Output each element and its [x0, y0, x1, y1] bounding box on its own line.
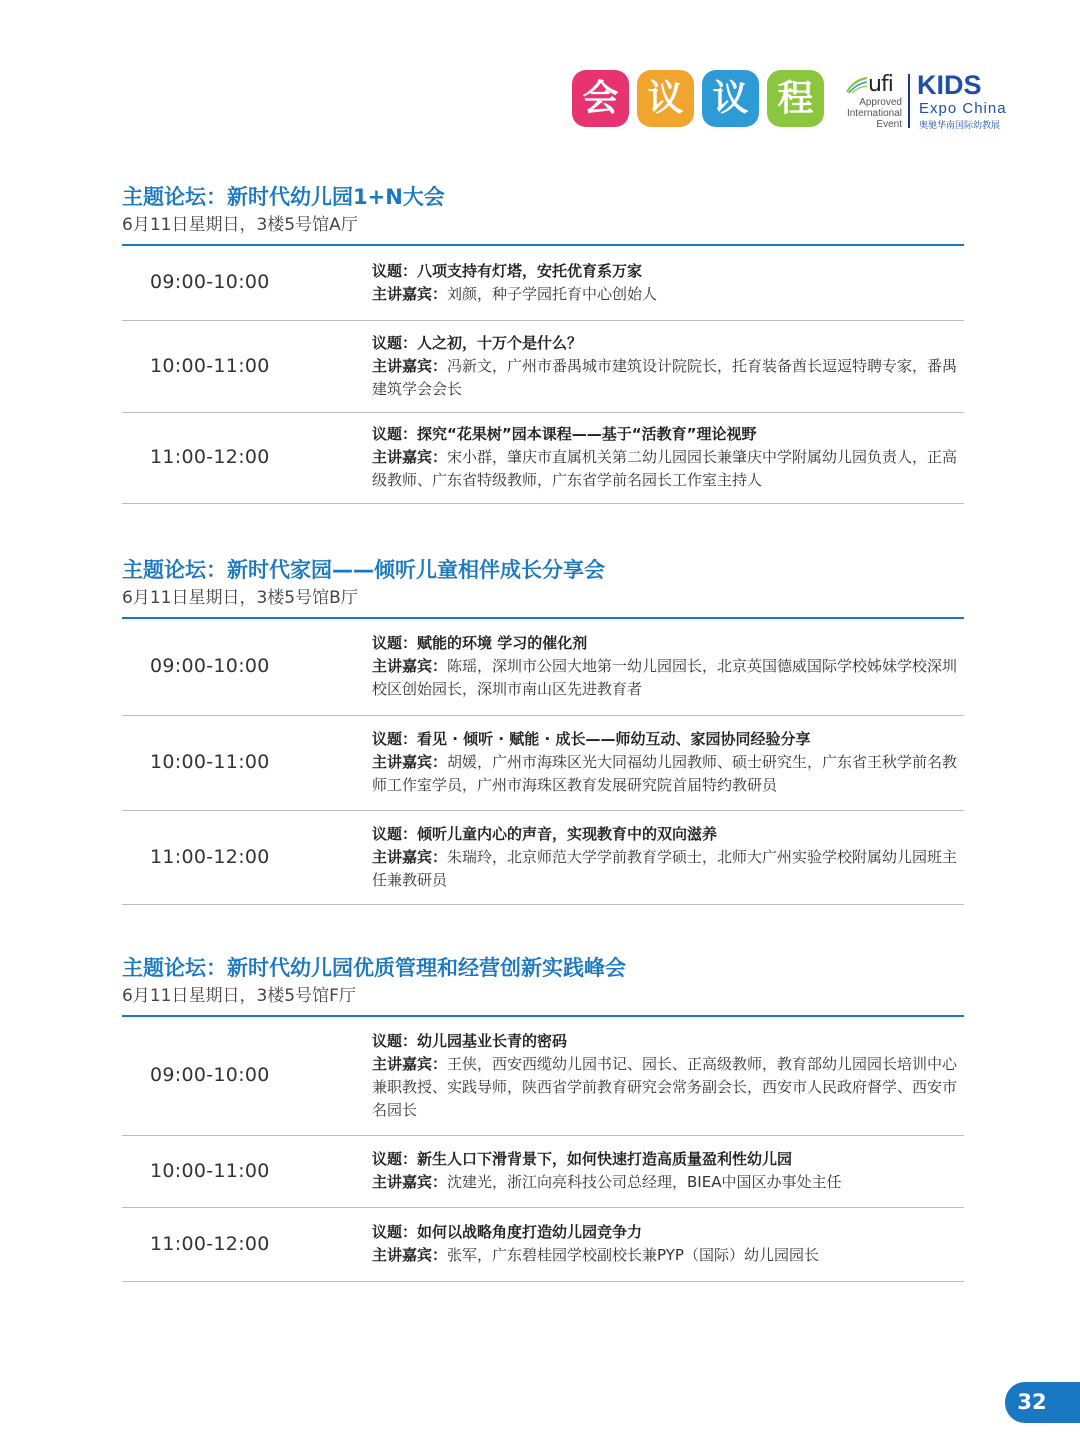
topic-label: 议题：: [372, 333, 418, 352]
speaker-label: 主讲嘉宾：: [372, 1246, 448, 1264]
forum-datetime-venue: 6月11日星期日，3楼5号馆B厅: [122, 588, 358, 608]
session-row: [122, 1208, 964, 1282]
topic-text: 人之初，十万个是什么？: [417, 333, 583, 352]
ufi-swoosh-icon: [846, 76, 868, 94]
session-topic: [372, 727, 962, 751]
session-details: [372, 1147, 964, 1194]
speaker-label: 主讲嘉宾：: [372, 356, 448, 375]
speaker-text: 沈建光，浙江向亮科技公司总经理，BIEA中国区办事处主任: [447, 1173, 842, 1191]
session-time: 10:00-11:00: [150, 354, 270, 377]
speaker-text: 冯新文，广州市番禺城市建筑设计院院长，托育装备酋长逗逗特聘专家，番禺建筑学会会长: [372, 356, 958, 398]
speaker-text: 张军，广东碧桂园学校副校长兼PYP（国际）幼儿园园长: [447, 1246, 819, 1264]
topic-text: 八项支持有灯塔，安托优育系万家: [417, 261, 643, 280]
forum-title: 主题论坛：新时代幼儿园1+N大会: [122, 185, 445, 209]
ufi-international: International: [846, 108, 902, 119]
speaker-label: 主讲嘉宾：: [372, 284, 448, 303]
session-row: [122, 716, 964, 811]
speaker-text: 王侠，西安西缆幼儿园书记、园长、正高级教师，教育部幼儿园园长培训中心兼职教授、实践导师，陕西省学前教育研究会常务副会长，西安市人民政府督学、西安市名园长: [372, 1054, 958, 1119]
session-row: [122, 413, 964, 504]
speaker-label: 主讲嘉宾：: [372, 448, 448, 466]
session-speaker: [372, 1244, 962, 1267]
speaker-text: 陈瑶，深圳市公园大地第一幼儿园园长，北京英国德威国际学校姊妹学校深圳校区创始园长，深圳市南山区先进教育者: [372, 657, 958, 698]
kids-wordmark: KIDS: [917, 70, 982, 100]
session-row: [122, 321, 964, 413]
session-time: 11:00-12:00: [150, 845, 270, 868]
session-speaker: [372, 751, 962, 797]
forum-title: 主题论坛：新时代家园——倾听儿童相伴成长分享会: [122, 558, 605, 582]
session-speaker: [372, 1171, 962, 1194]
topic-text: 如何以战略角度打造幼儿园竞争力: [417, 1223, 643, 1241]
speaker-text: 胡媛，广州市海珠区光大同福幼儿园教师、硕士研究生，广东省王秋学前名教师工作室学员，广州市海珠区教育发展研究院首届特约教研员: [372, 753, 958, 794]
kids-expo-chinese: 奥驰华南国际幼教展: [919, 121, 1001, 131]
session-topic: [372, 259, 962, 283]
session-row: [122, 1136, 964, 1208]
session-topic: [372, 1029, 962, 1053]
topic-label: 议题：: [372, 1150, 418, 1168]
topic-text: 赋能的环境 学习的催化剂: [417, 634, 588, 652]
topic-label: 议题：: [372, 425, 418, 443]
forum-section: [122, 182, 964, 504]
session-details: [372, 1029, 964, 1122]
topic-text: 看见 · 倾听 · 赋能 · 成长——师幼互动、家园协同经验分享: [417, 730, 811, 748]
session-speaker: [372, 446, 962, 492]
ufi-approved: Approved: [859, 97, 902, 108]
session-row: [122, 246, 964, 321]
agenda-title: [572, 70, 824, 127]
speaker-text: 刘颜，种子学园托育中心创始人: [447, 284, 658, 303]
session-speaker: [372, 655, 962, 701]
session-details: [372, 259, 964, 306]
session-time: 09:00-10:00: [150, 655, 270, 677]
session-speaker: [372, 283, 962, 306]
speaker-label: 主讲嘉宾：: [372, 1054, 448, 1073]
session-time: 09:00-10:00: [150, 271, 270, 293]
speaker-text: 朱瑞玲，北京师范大学学前教育学硕士，北师大广州实验学校附属幼儿园班主任兼教研员: [372, 847, 958, 889]
session-topic: [372, 1147, 962, 1171]
title-tile: 会: [572, 70, 629, 127]
session-details: [372, 331, 964, 401]
session-topic: [372, 822, 962, 846]
forum-datetime-venue: 6月11日星期日，3楼5号馆F厅: [122, 986, 356, 1006]
speaker-label: 主讲嘉宾：: [372, 1173, 448, 1191]
session-row: [122, 811, 964, 905]
session-topic: [372, 422, 962, 446]
topic-text: 探究“花果树”园本课程——基于“活教育”理论视野: [417, 425, 757, 443]
session-speaker: [372, 1053, 962, 1122]
topic-label: 议题：: [372, 1223, 418, 1241]
page-number: 32: [1017, 1390, 1047, 1414]
session-details: [372, 822, 964, 892]
session-time: 09:00-10:00: [150, 1064, 270, 1086]
topic-text: 倾听儿童内心的声音，实现教育中的双向滋养: [417, 824, 718, 843]
session-speaker: [372, 846, 962, 892]
session-topic: [372, 331, 962, 355]
title-tile: 议: [637, 70, 694, 127]
ufi-word: ufi: [868, 72, 893, 97]
session-time: 11:00-12:00: [150, 1232, 270, 1255]
ufi-event: Event: [876, 119, 902, 130]
session-row: [122, 619, 964, 716]
kids-expo-logo: [917, 70, 1017, 130]
session-row: [122, 1017, 964, 1136]
forum-section: [122, 555, 964, 905]
header-divider: [908, 74, 910, 128]
topic-label: 议题：: [372, 730, 418, 748]
speaker-label: 主讲嘉宾：: [372, 847, 448, 866]
ufi-logo: [836, 72, 904, 130]
topic-text: 新生人口下滑背景下，如何快速打造高质量盈利性幼儿园: [417, 1150, 793, 1168]
session-details: [372, 727, 964, 797]
session-time: 11:00-12:00: [150, 446, 270, 468]
topic-label: 议题：: [372, 1031, 418, 1050]
session-topic: [372, 1220, 962, 1244]
topic-label: 议题：: [372, 634, 418, 652]
session-details: [372, 631, 964, 701]
topic-label: 议题：: [372, 824, 418, 843]
forum-datetime-venue: 6月11日星期日，3楼5号馆A厅: [122, 215, 358, 235]
topic-label: 议题：: [372, 261, 418, 280]
speaker-label: 主讲嘉宾：: [372, 657, 448, 675]
session-speaker: [372, 355, 962, 401]
forum-section: [122, 953, 964, 1282]
title-tile: 程: [767, 70, 824, 127]
title-tile: 议: [702, 70, 759, 127]
kids-expo-text: Expo China: [919, 100, 1007, 117]
session-details: [372, 1220, 964, 1267]
forum-title: 主题论坛：新时代幼儿园优质管理和经营创新实践峰会: [122, 956, 626, 980]
session-details: [372, 422, 964, 492]
topic-text: 幼儿园基业长青的密码: [417, 1031, 568, 1050]
session-time: 10:00-11:00: [150, 751, 270, 773]
speaker-text: 宋小群，肇庆市直属机关第二幼儿园园长兼肇庆中学附属幼儿园负责人，正高级教师、广东省特级教师，广东省学前名园长工作室主持人: [372, 448, 958, 489]
speaker-label: 主讲嘉宾：: [372, 753, 448, 771]
session-topic: [372, 631, 962, 655]
session-time: 10:00-11:00: [150, 1159, 270, 1182]
